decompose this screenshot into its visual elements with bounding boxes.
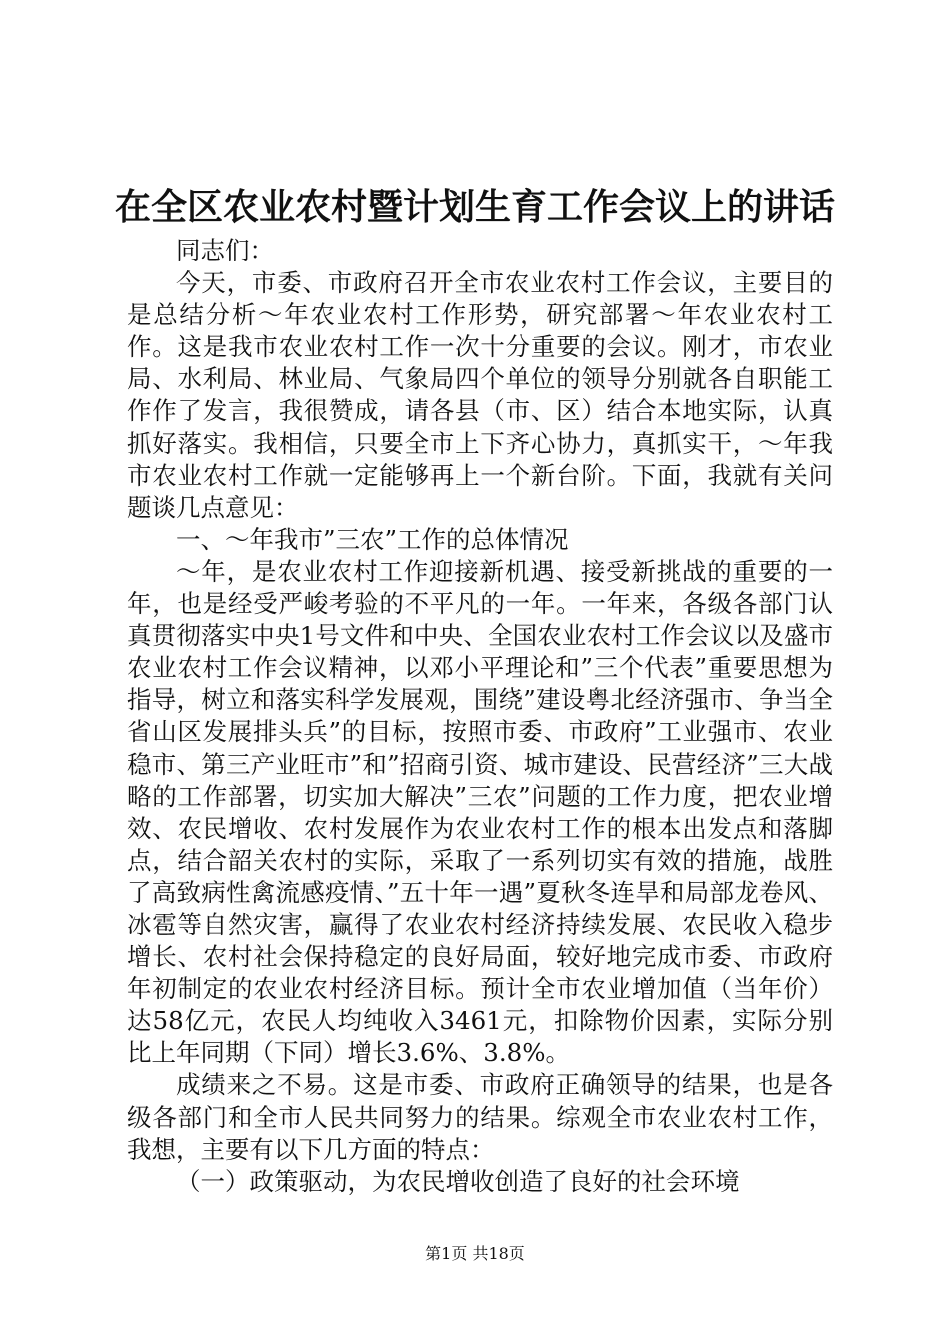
page-number-footer: 第1页 共18页	[425, 1244, 525, 1263]
document-title: 在全区农业农村暨计划生育工作会议上的讲话	[114, 186, 835, 228]
body-paragraph: 今天，市委、市政府召开全市农业农村工作会议，主要目的是总结分析～年农业农村工作形势，研究部署～年农业农村工作。这是我市农业农村工作一次十分重要的会议。刚才，市农业局、水利局、林业局、气象局四个单位的领导分别就各自职能工作作了发言，我很赞成，请各县（市、区）结合本地实际，认真抓好落实。我相信，只要全市上下齐心协力，真抓实干，～年我市农业农村工作就一定能够再上一个新台阶。下面，我就有关问题谈几点意见：	[127, 268, 833, 522]
section-heading: 一、～年我市”三农”工作的总体情况	[176, 524, 569, 554]
body-paragraph: 成绩来之不易。这是市委、市政府正确领导的结果，也是各级各部门和全市人民共同努力的结果。综观全市农业农村工作，我想，主要有以下几方面的特点：	[127, 1070, 833, 1164]
body-paragraph: ～年，是农业农村工作迎接新机遇、接受新挑战的重要的一年，也是经受严峻考验的不平凡的一年。一年来，各级各部门认真贯彻落实中央1号文件和中央、全国农业农村工作会议以及盛市农业农村工作会议精神，以邓小平理论和”三个代表”重要思想为指导，树立和落实科学发展观，围绕”建设粤北经济强市、争当全省山区发展排头兵”的目标，按照市委、市政府”工业强市、农业稳市、第三产业旺市”和”招商引资、城市建设、民营经济”三大战略的工作部署，切实加大解决”三农”问题的工作力度，把农业增效、农民增收、农村发展作为农业农村工作的根本出发点和落脚点，结合韶关农村的实际，采取了一系列切实有效的措施，战胜了高致病性禽流感疫情、”五十年一遇”夏秋冬连旱和局部龙卷风、冰雹等自然灾害，赢得了农业农村经济持续发展、农民收入稳步增长、农村社会保持稳定的良好局面，较好地完成市委、市政府年初制定的农业农村经济目标。预计全市农业增加值（当年价）达58亿元，农民人均纯收入3461元，扣除物价因素，实际分别比上年同期（下同）增长3.6%、3.8%。	[127, 556, 833, 1068]
subsection-heading: （一）政策驱动，为农民增收创造了良好的社会环境	[176, 1166, 740, 1196]
document-body	[127, 235, 833, 1198]
salutation-paragraph: 同志们：	[176, 236, 274, 265]
